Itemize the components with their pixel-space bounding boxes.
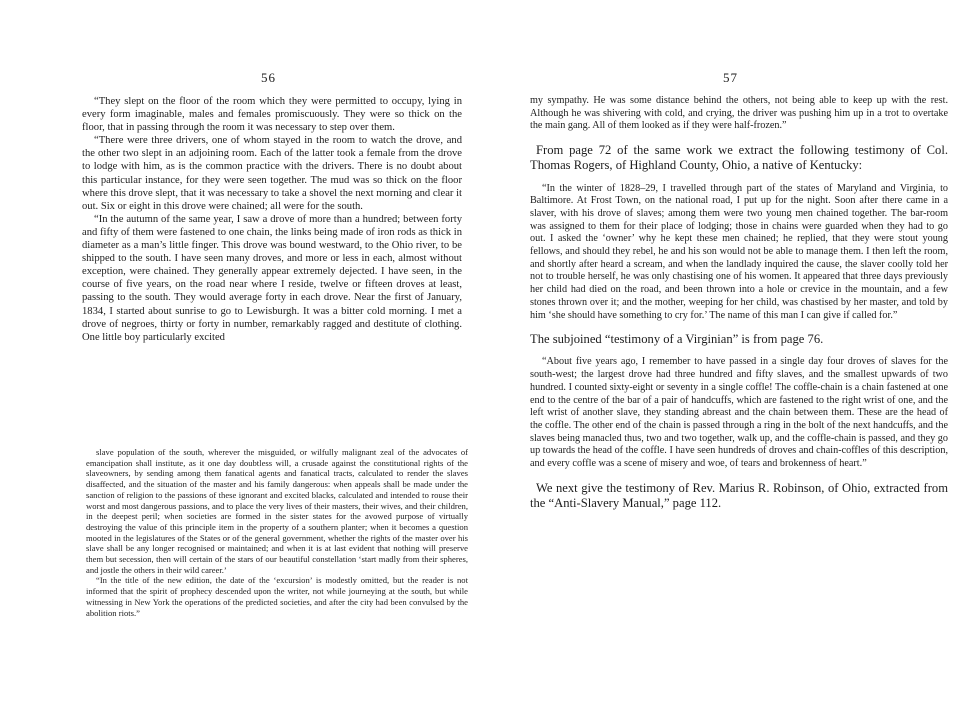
footnote (86, 447, 468, 618)
main-text (530, 95, 948, 520)
quote-virginian (530, 356, 948, 470)
quote-rogers (530, 183, 948, 323)
paragraph: “There were three drivers, one of whom stayed in the room to watch the drove, and the other two slept in an adjoining room. Each of the latter took a female from the drove to lodge with him, as is the common practice with the drivers. There is no doubt about this particular instance, for they were seen together. The mud was so thick on the floor where this drove slept, that it was necessary to take a shovel the next morning and clear it out. Six or eight in this drove were chained; all were for the south. (82, 135, 462, 212)
right-page (490, 0, 980, 716)
footnote-paragraph: slave population of the south, wherever the misguided, or wilfully malignant zeal of the advocates of emancipation shall institute, as it one day doubtless will, a crusade against the constitutional rights of the slaveowners, by sending among them fanatical agents and fanatical tracts, calculated to render the slaves disaffected, and the situation of the master and his family dangerous: when appeals shall be made under the sanction of religion to the passions of these ignorant and excited blacks, calculated and intended to rouse their worst and most dangerous passions, and to place the very lives of their masters, their wives, and their children, in the deepest peril; when societies are formed in the sister states for the avowed purpose of virtually destroying the value of this principle item in the property of a southern planter; when it becomes a question mooted in the legislatures of the States or of the general government, whether the rights of the master over his slave shall be any longer recognised or maintained; and when it is at last evident that nothing will preserve them but secession, then will certain of the stars of our beautiful constellation ‘start madly from their spheres, and jostle the others in their wild career.’ (86, 447, 468, 575)
quote-paragraph: “In the winter of 1828–29, I travelled through part of the states of Maryland and Virginia, to Baltimore. At Frost Town, on the national road, I put up for the night. Soon after there came in a slaver, with his drove of slaves; among them were two young men chained together. The bar-room was assigned to them for their place of lodging; those in chains were guarded when they had to go out. I asked the ‘owner’ why he kept these men chained; he replied, that they were stout young fellows, and should they rebel, he and his son would not be able to manage them. I then left the room, and shortly after heard a scream, and when the landlady inquired the cause, the slaver coolly told her not to trouble herself, he was only chastising one of his women. It appeared that three days previously her child had died on the road, and been thrown into a hole or crevice in the mountain, and a few stones thrown over it; and the mother, weeping for her child, was chastised by her master, and told by him ‘she should have something to cry for.’ The name of this man I can give if called for.” (530, 182, 948, 321)
page-number: 56 (261, 70, 276, 85)
intro-rogers: From page 72 of the same work we extract the following testimony of Col. Thomas Rogers, of Highland County, Ohio, a native of Kentucky: (530, 143, 948, 173)
footnote-paragraph: “In the title of the new edition, the date of the ‘excursion’ is modestly omitted, but the reader is not informed that the spirit of prophecy descended upon the writer, not while journeying at the south, but while witnessing in New York the operations of the predicted societies, and after the city had been convulsed by the abolition riots.” (86, 575, 468, 618)
paragraph: “In the autumn of the same year, I saw a drove of more than a hundred; between forty and fifty of them were fastened to one chain, the links being made of iron rods as thick in diameter as a man’s little finger. This drove was bound westward, to the Ohio river, to be shipped to the south. I have seen many droves, and more or less in each, almost without exception, were chained. They generally appear extremely dejected. I have seen, in the course of five years, on the road near where I reside, twelve or fifteen droves at least, passing to the south. They would average forty in each drove. Near the first of January, 1834, I started about sunrise to go to Lewisburgh. It was a bitter cold morning. I met a drove of negroes, thirty or forty in number, remarkably ragged and destitute of clothing. One little boy particularly excited (82, 213, 462, 343)
quote-paragraph: “About five years ago, I remember to have passed in a single day four droves of slaves for the south-west; the largest drove had three hundred and fifty slaves, and the smallest upwards of two hundred. I counted sixty-eight or seventy in a single coffle! The coffle-chain is a chain fastened at one end to the centre of the bar of a pair of handcuffs, which are fastened to the right wrist of one, and the left wrist of another slave, they standing abreast and the chain between them. These are the head of the coffle. The other end of the chain is passed through a ring in the bolt of the next handcuffs, and the slaves being manacled thus, two and two together, walk up, and the coffle-chain is passed, and they go up towards the head of the coffle. I have seen hundreds of droves and chain-coffles of this description, and every coffle was a scene of misery and woe, of tears and brokenness of heart.” (530, 356, 948, 470)
intro-robinson: We next give the testimony of Rev. Marius R. Robinson, of Ohio, extracted from the “Anti-Slavery Manual,” page 112. (530, 480, 948, 510)
continued-paragraph: my sympathy. He was some distance behind the others, not being able to keep up with the rest. Although he was shivering with cold, and crying, the driver was pushing him up in a trot to overtake the main gang. All of them looked as if they were half-frozen.” (530, 95, 948, 132)
paragraph: “They slept on the floor of the room which they were permitted to occupy, lying in every form imaginable, males and females promiscuously. They were so thick on the floor, that in passing through the room it was necessary to step over them. (82, 96, 462, 134)
main-text (82, 95, 462, 344)
intro-virginian: The subjoined “testimony of a Virginian” is from page 76. (530, 332, 824, 347)
page-number: 57 (723, 70, 738, 85)
